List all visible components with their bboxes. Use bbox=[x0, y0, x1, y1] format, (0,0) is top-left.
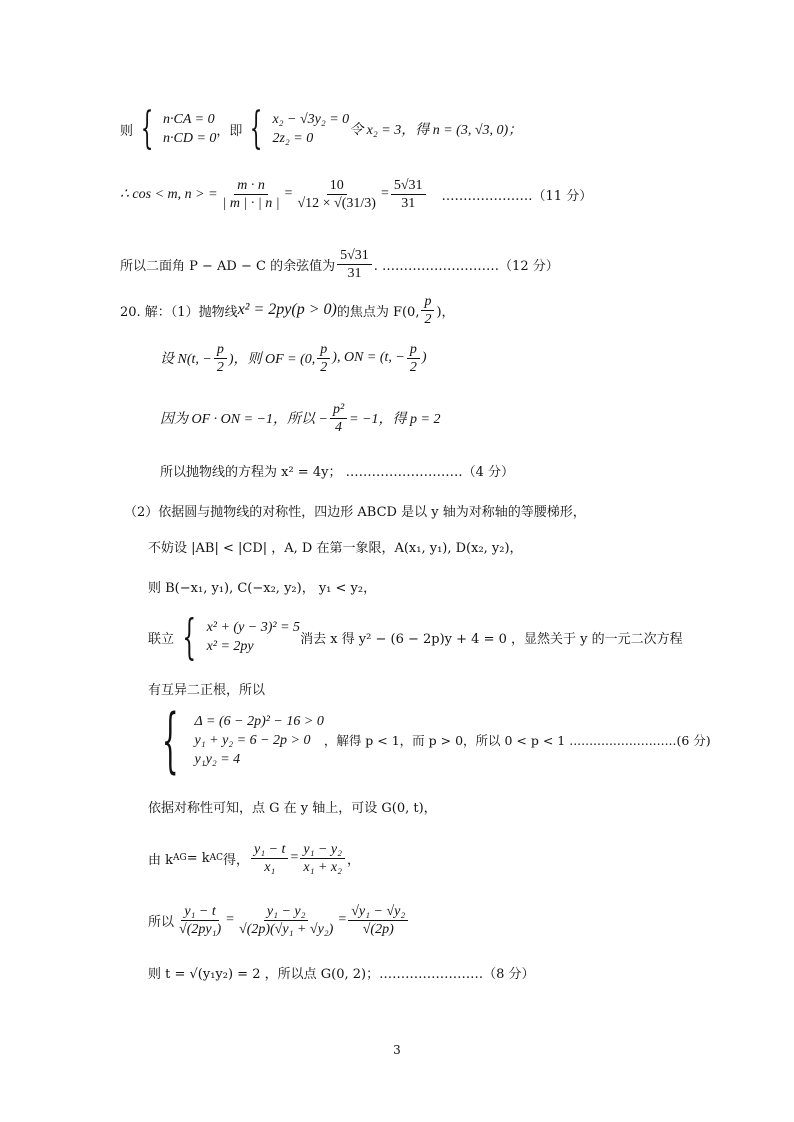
text: 则 B(−x₁, y₁), C(−x₂, y₂)， y₁ < y₂， bbox=[148, 580, 377, 596]
denominator: √(2p) bbox=[362, 921, 394, 937]
question-label: 20. 解：（1）抛物线 bbox=[120, 304, 238, 320]
denominator: √(2py₁) bbox=[179, 921, 222, 937]
text: ∴ cos < m, n > = bbox=[120, 186, 218, 202]
denominator: 2 bbox=[424, 311, 432, 327]
system-2 bbox=[242, 103, 350, 154]
line-because bbox=[160, 398, 441, 438]
text: 因为 OF · ON = −1，所以 − bbox=[160, 412, 328, 427]
denominator: 31 bbox=[401, 195, 416, 211]
text: 所以 bbox=[148, 914, 175, 930]
fraction bbox=[220, 177, 283, 212]
line-symmetry bbox=[148, 794, 437, 818]
left-brace: { bbox=[182, 609, 197, 665]
numerator: 5√31 bbox=[337, 247, 372, 265]
equals: = bbox=[380, 186, 389, 201]
text: （2）依据圆与抛物线的对称性，四边形 ABCD 是以 y 轴为对称轴的等腰梯形， bbox=[124, 504, 586, 520]
equation: n·CA = 0 bbox=[163, 112, 215, 127]
denominator: √(2p)(√y₁ + √y₂) bbox=[239, 921, 334, 937]
text: 所以抛物线的方程为 x² = 4y； ………………………（4 分） bbox=[160, 464, 514, 480]
line-point-G bbox=[148, 960, 534, 984]
line-combine bbox=[148, 609, 683, 665]
denominator: 2 bbox=[216, 359, 224, 375]
numerator: p bbox=[317, 341, 330, 359]
numerator: 10 bbox=[327, 177, 347, 195]
left-brace: { bbox=[250, 103, 263, 154]
numerator: √y₁ − √y₂ bbox=[348, 903, 408, 921]
denominator: x₁ bbox=[264, 859, 276, 875]
text: ), ON = (t, − bbox=[332, 350, 405, 365]
line-two-roots bbox=[148, 676, 265, 700]
text: 令 x₂ = 3，得 n = (3, √3, 0)； bbox=[349, 123, 523, 138]
score-note: …………………（11 分） bbox=[441, 188, 593, 204]
denominator: 31 bbox=[347, 265, 362, 281]
text: 设 N(t, − bbox=[160, 352, 212, 367]
line-set-N bbox=[160, 338, 427, 378]
fraction bbox=[407, 341, 420, 376]
text: ，即 bbox=[216, 123, 243, 139]
text: 得， bbox=[223, 852, 250, 868]
fraction bbox=[236, 903, 336, 938]
equation: y₁y₂ = 4 bbox=[194, 751, 241, 767]
fraction bbox=[176, 903, 224, 938]
system-4 bbox=[148, 699, 324, 781]
text: 由 k bbox=[148, 852, 174, 868]
denominator: 2 bbox=[320, 359, 328, 375]
denominator: √12 × √(31/3) bbox=[297, 195, 376, 211]
text: = k bbox=[186, 850, 210, 866]
numerator: y₁ − y₂ bbox=[264, 903, 309, 921]
text: )，则 OF = (0, bbox=[228, 352, 316, 367]
text: 联立 bbox=[148, 631, 175, 647]
text: 则 t = √(y₁y₂) = 2 ，所以点 G(0, 2)；……………………（8 分） bbox=[148, 966, 535, 982]
fraction bbox=[391, 177, 426, 212]
numerator: p bbox=[421, 293, 434, 311]
fraction bbox=[214, 341, 227, 376]
numerator: y₁ − t bbox=[181, 903, 218, 921]
line-dihedral bbox=[120, 244, 559, 284]
equals: = bbox=[290, 850, 299, 865]
fraction bbox=[251, 841, 288, 876]
line-q20-part1 bbox=[120, 290, 455, 330]
numerator: y₁ − y₂ bbox=[300, 841, 345, 859]
denominator: 4 bbox=[335, 419, 343, 435]
numerator: p² bbox=[330, 401, 347, 419]
equation: Δ = (6 − 2p)² − 16 > 0 bbox=[194, 713, 324, 729]
subscript: AG bbox=[173, 853, 187, 863]
fraction bbox=[337, 247, 372, 282]
text: ， bbox=[346, 852, 360, 868]
equation: y₁ + y₂ = 6 − 2p > 0 bbox=[194, 732, 311, 748]
text: = −1，得 p = 2 bbox=[349, 412, 441, 427]
text: 所以二面角 P − AD − C 的余弦值为 bbox=[120, 258, 336, 274]
numerator: m · n bbox=[234, 177, 268, 195]
line-parabola-eq bbox=[160, 458, 514, 482]
left-brace: { bbox=[161, 699, 179, 781]
text: ) bbox=[421, 350, 427, 365]
fraction bbox=[317, 341, 330, 376]
equals: = bbox=[226, 912, 235, 927]
text: 不妨设 |AB| < |CD| ，A, D 在第一象限，A(x₁, y₁), D(x₂, y₂)， bbox=[148, 540, 523, 556]
line-part2 bbox=[124, 498, 586, 522]
line-normal-vector bbox=[120, 103, 523, 154]
line-so bbox=[148, 896, 410, 944]
score-note: . ………………………（12 分） bbox=[373, 258, 559, 274]
line-slope bbox=[148, 836, 360, 880]
line-then-BC bbox=[148, 574, 376, 598]
text: 依据对称性可知，点 G 在 y 轴上，可设 G(0, t)， bbox=[148, 800, 437, 816]
numerator: p bbox=[214, 341, 227, 359]
text: 有互异二正根，所以 bbox=[148, 682, 266, 698]
fraction bbox=[421, 293, 434, 328]
fraction bbox=[348, 903, 408, 938]
system-1 bbox=[133, 103, 217, 154]
text: 的焦点为 F(0, bbox=[336, 304, 420, 320]
text: 消去 x 得 y² − (6 − 2p)y + 4 = 0 ，显然关于 y 的一元二次方程 bbox=[300, 631, 683, 647]
denominator: | m | · | n | bbox=[222, 195, 280, 211]
left-brace: { bbox=[140, 103, 154, 154]
equation: x² = 2py bbox=[206, 639, 254, 654]
equation: x² + (y − 3)² = 5 bbox=[206, 620, 301, 635]
equals: = bbox=[338, 912, 347, 927]
fraction bbox=[294, 177, 378, 212]
page-number: 3 bbox=[393, 1043, 401, 1057]
denominator: 2 bbox=[409, 359, 417, 375]
line-assume bbox=[148, 534, 523, 558]
system-3 bbox=[174, 609, 301, 665]
equation: x₂ − √3y₂ = 0 bbox=[272, 112, 350, 127]
fraction bbox=[300, 841, 345, 876]
text: )， bbox=[436, 304, 455, 320]
numerator: 5√31 bbox=[391, 177, 426, 195]
numerator: y₁ − t bbox=[251, 841, 288, 859]
fraction bbox=[330, 401, 347, 436]
line-discriminant bbox=[148, 699, 711, 781]
numerator: p bbox=[407, 341, 420, 359]
line-cosine bbox=[120, 166, 592, 222]
denominator: x₁ + x₂ bbox=[303, 859, 342, 875]
equation: 2z₂ = 0 bbox=[272, 131, 314, 146]
subscript: AC bbox=[209, 853, 224, 863]
equation: n·CD = 0 bbox=[163, 131, 217, 146]
equals: = bbox=[284, 186, 293, 201]
text: ，解得 p < 1，而 p > 0，所以 0 < p < 1 ...........................(6 分) bbox=[323, 733, 711, 748]
text-ze: 则 bbox=[120, 123, 134, 139]
equation: x² = 2py(p > 0) bbox=[237, 301, 337, 318]
